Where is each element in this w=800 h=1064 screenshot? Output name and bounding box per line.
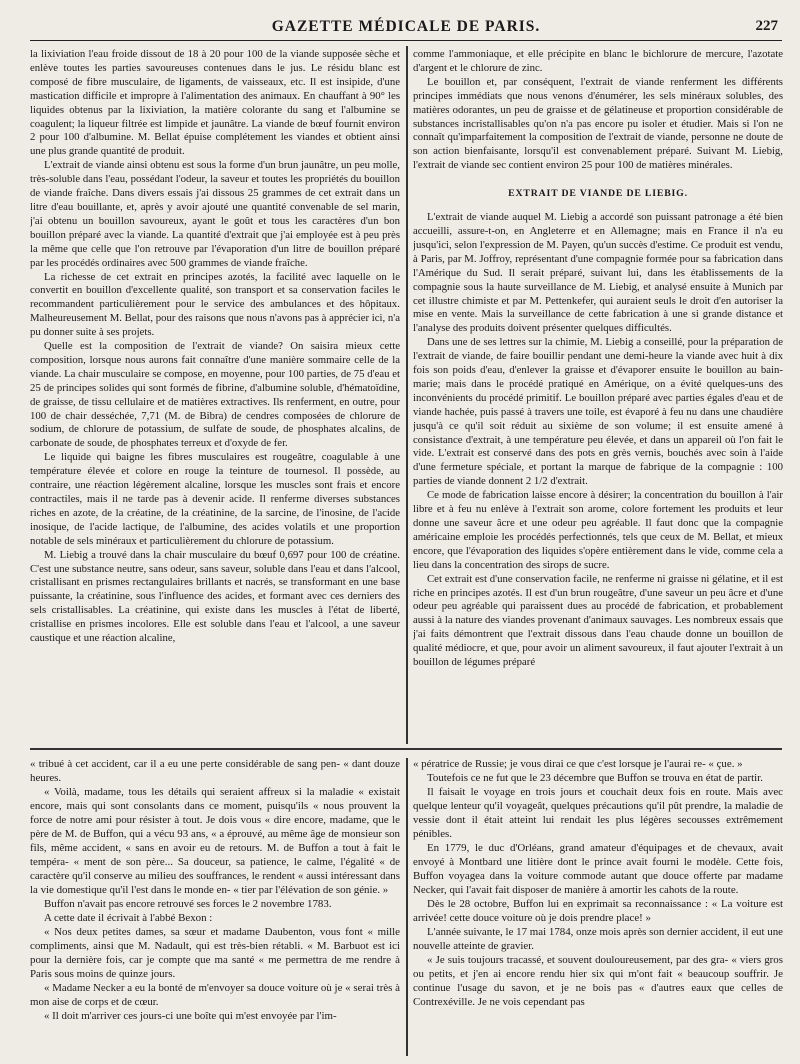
paragraph: Dès le 28 octobre, Buffon lui en exprimait sa reconnaissance : « La voiture est arrivée! cette douce voiture où je dois prendre place! » <box>413 898 783 924</box>
paragraph: L'extrait de viande auquel M. Liebig a accordé son puissant patronage a été bien accueilli, assure-t-on, en Angleterre et en Allemagne; mais en France il n'a eu jusqu'ici, selon l'expression de M. Payen, qu'un succès d'estime. Ce produit est vendu, à Paris, par M. Joffroy, représentant d'une compagnie formée pour sa fabrication dans l'Amérique du Sud. Il serait préparé, suivant lui, dans les établissements de la compagnie sous la haute surveillance de M. Liebig, et analysé ensuite à Munich par cet illustre chimiste et par M. Pettenkefer, qui auraient seuls le droit d'en autoriser la mise en vente. Mais la surveillance de cette fabrication à une si grande distance et l'analyse des produits doivent présenter quelques difficultés. <box>413 211 783 335</box>
paragraph: L'année suivante, le 17 mai 1784, onze mois après son dernier accident, il eut une nouvelle atteinte de gravier. <box>413 926 783 952</box>
section-divider <box>30 748 782 750</box>
paragraph: Le bouillon et, par conséquent, l'extrait de viande renferment les différents principes immédiats que nous venons d'énumérer, les sels minéraux solubles, des matières odorantes, un peu de graisse et de gélatineuse et proportion considérable de substances incristallisables qu'on n'a pas encore pu isoler et étudier. Mais si l'on ne connaît qu'imparfaitement la composition de l'extrait de viande, personne ne doute de son action bienfaisante, lorsqu'il est convenablement préparé. Suivant M. Liebig, l'extrait de viande sec contient environ 25 pour 100 de matières minérales. <box>413 75 783 172</box>
paragraph: Dans une de ses lettres sur la chimie, M. Liebig a conseillé, pour la préparation de l'extrait de viande, de faire bouillir pendant une demi-heure la viande avec huit à dix fois son poids d'eau, d'enlever la graisse et d'évaporer ensuite le bouillon au bain-marie; mais dans le procédé pratiqué en Amérique, on a évité quelques-uns des inconvénients du procédé primitif. Le bouillon préparé avec parties égales d'eau et de viande hachée, puis passé à travers une toile, est évaporé à feu nu dans une chaudière jusqu'à ce qu'il soit réduit au sixième de son volume; il est ensuite amené à consistance d'extrait, à une température peu élevée, et dans un appareil où l'on fait le vide. L'extrait est conservé dans des pots en grès vernis, bouchés avec soin à l'aide d'une fermeture spéciale, et portant la marque de fabrique de la compagnie : 100 parties de viande donnent 2 1/2 d'extrait. <box>413 336 783 488</box>
article-column-left <box>30 48 400 742</box>
paragraph: la lixiviation l'eau froide dissout de 18 à 20 pour 100 de la viande supposée sèche et enlève toutes les parties savoureuses contenues dans le jus. Le résidu blanc est composé de fibre musculaire, de ligaments, de vaisseaux, etc. Il est insipide, d'une mastication difficile et impropre à l'alimentation des animaux. En chauffant à 90° les liquides obtenus par la lixiviation, la matière colorante du sang et l'albumine se coagulent; la liqueur filtrée est limpide et jaunâtre. La viande de bœuf fournit environ 2 pour 100 d'albumine. M. Bellat épuise complétement les viandes et obtient ainsi une plus grande quantité de produit. <box>30 48 400 158</box>
paragraph: A cette date il écrivait à l'abbé Bexon : <box>44 912 213 924</box>
paragraph: La richesse de cet extrait en principes azotés, la facilité avec laquelle on le convertit en bouillon d'excellente qualité, son transport et sa conservation faciles le recommandent particulièrement pour le service des ambulances et des hôpitaux. Malheureusement M. Bellat, pour des raisons que nous n'avons pas à apprécier ici, n'a pu donner suite à ses projets. <box>30 270 400 339</box>
paragraph: « pératrice de Russie; je vous dirai ce que c'est lorsque je l'aurai re- « çue. » <box>413 758 743 770</box>
paragraph: L'extrait de viande ainsi obtenu est sous la forme d'un brun jaunâtre, un peu molle, très-soluble dans l'eau, possédant l'odeur, la saveur et toutes les propriétés du bouillon de viande fraîche. Dans divers essais j'ai dissous 25 grammes de cet extrait dans un litre d'eau bouillante, et, après y avoir ajouté une quantité convenable de sel marin, j'ai obtenu un bouillon savoureux, ayant le goût et tous les caractères d'un bon bouillon préparé avec la viande. La quantité d'extrait que j'ai employée est à peu près la même que celle que l'on retrouve par l'évaporation d'un litre de bouillon préparé par les procédés ordinaires avec 500 grammes de viande fraîche. <box>30 159 400 269</box>
page-header <box>30 14 782 41</box>
paragraph: Quelle est la composition de l'extrait de viande? On saisira mieux cette composition, lorsque nous aurons fait connaître d'une manière sommaire celle de la viande. La chair musculaire se compose, en moyenne, pour 100 parties, de 75 d'eau et 25 de principes solides qui sont formés de fibrine, d'albumine soluble, d'hématoïdine, de graisse, de tissu cellulaire et de matières extractives. Ils renferment, en outre, pour 100 de chair desséchée, 7,71 (M. de Bibra) de cendres composées de chlorure de sodium, de chlorure de potassium, de sulfate de soude, de phosphates alcalins, de carbonate de soude, de phosphates terreux et d'oxyde de fer. <box>30 340 400 450</box>
column-divider-top <box>406 46 408 744</box>
paragraph: Toutefois ce ne fut que le 23 décembre que Buffon se trouva en état de partir. <box>427 772 763 784</box>
paragraph: Buffon n'avait pas encore retrouvé ses forces le 2 novembre 1783. <box>44 898 332 910</box>
paragraph: Le liquide qui baigne les fibres musculaires est rougeâtre, coagulable à une température élevée et colore en rouge la teinture de tournesol. Il possède, au contraire, une réaction légèrement alcaline, lorsque les muscles sont frais et encore contractiles, mais il ne tarde pas à devenir acide. Il renferme diverses substances riches en azote, de la créatine, de la créatinine, de la sarcine, de l'inosine, de l'acide inosique, de l'acide lactique, de l'albumine, des acides volatils et une proportion notable de sels minéraux et particulièrement du chlorure de potassium. <box>30 451 400 547</box>
paragraph: « Madame Necker a eu la bonté de m'envoyer sa douce voiture où je « serai très à mon aise de corps et de cœur. <box>30 982 400 1008</box>
paragraph: « Voilà, madame, tous les détails qui seraient affreux si la maladie « existait encore, mais qui sont consolants dans ce moment, puisqu'ils « nous prouvent la force de notre ami pour résister à tout. Je dois vous « dire encore, madame, que le père de M. de Buffon, qui a vécu 93 ans, « a éprouvé, au même âge de monsieur son fils, même accident, « sans en avoir eu de retours. M. de Buffon a tout à fait le tempéra- « ment de son père... Sa douceur, sa patience, le calme, l'égalité « de caractère qu'il conserve au milieu des souffrances, le rendent « aussi intéressant dans la vie domestique qu'il l'est dans le monde en- « tier par l'élévation de son génie. » <box>30 786 400 896</box>
paragraph: « Il doit m'arriver ces jours-ci une boîte qui m'est envoyée par l'im- <box>44 1010 337 1022</box>
paragraph: M. Liebig a trouvé dans la chair musculaire du bœuf 0,697 pour 100 de créatine. C'est une substance neutre, sans odeur, sans saveur, soluble dans l'eau et dans l'alcool, cristallisant en prismes rectangulaires brillants et nacrés, se transformant en une base puissante, la créatinine, sous l'influence des acides, et formant avec ces derniers des sels cristallisables. La créatinine, qui existe dans les muscles à l'état de liberté, cristallise en prismes incolores. Elle est soluble dans l'eau et l'alcool, a une saveur caustique et une réaction alcaline, <box>30 548 400 645</box>
paragraph: En 1779, le duc d'Orléans, grand amateur d'équipages et de chevaux, avait envoyé à Montbard une litière dont le prince avait fourni le modèle. Cette fois, Buffon voyagea dans la voiture commode autant que douce offerte par madame Necker, qui l'avait fait disposer de manière à amortir les cahots de la route. <box>413 842 783 896</box>
journal-title: GAZETTE MÉDICALE DE PARIS. <box>271 18 541 35</box>
paragraph: comme l'ammoniaque, et elle précipite en blanc le bichlorure de mercure, l'azotate d'argent et le chlorure de zinc. <box>413 48 783 74</box>
page-number: 227 <box>755 18 778 34</box>
column-divider-bottom <box>406 758 408 1056</box>
feuilleton-column-right <box>413 757 783 1057</box>
feuilleton-column-left <box>30 757 400 1057</box>
paragraph: « Je suis toujours tracassé, et souvent douloureusement, par des gra- « viers gros ou petits, et j'en ai encore rendu hier six qui m'ont fait « beaucoup souffrir. Je continue l'usage du savon, et je ne bois pas « d'autres eaux que celles de Contrexéville. Je ne vois cependant pas <box>413 954 783 1008</box>
paragraph: Il faisait le voyage en trois jours et couchait deux fois en route. Mais avec quelque lenteur qu'il voyageât, quelques précautions qu'il pût prendre, la maladie de vessie dont il était atteint lui rendait les plus légères secousses extrêmement pénibles. <box>413 786 783 840</box>
paragraph: « Nos deux petites dames, sa sœur et madame Daubenton, vous font « mille compliments, ainsi que M. Nadault, qui est très-bien rétabli. « M. Barbuot est ici pour la dernière fois, car je compte que ma santé « me permettra de me rendre à Paris sous moins de quinze jours. <box>30 926 400 980</box>
paragraph: Ce mode de fabrication laisse encore à désirer; la concentration du bouillon à l'air libre et à feu nu enlève à l'extrait son arome, colore fortement les produits et leur donne une saveur âcre et une odeur peu agréable. Il faut donc que la compagnie américaine emploie les procédés perfectionnés, tels que ceux de M. Bellat, et mieux encore, que l'évaporation des liquides s'opère entièrement dans le vide, comme cela a lieu dans la concentration des sirops de sucre. <box>413 489 783 571</box>
paragraph: « tribué à cet accident, car il a eu une perte considérable de sang pen- « dant douze heures. <box>30 758 400 784</box>
section-heading: EXTRAIT DE VIANDE DE LIEBIG. <box>508 188 688 200</box>
article-column-right <box>413 48 783 742</box>
paragraph: Cet extrait est d'une conservation facile, ne renferme ni graisse ni gélatine, et il est riche en principes azotés. Il est d'un brun rougeâtre, d'une saveur un peu âcre et d'une odeur peu agréable qui paraissent dues au procédé de fabrication, et probablement aussi à la nature des viandes provenant d'animaux sauvages. Les nombreux essais que j'ai faits démontrent que l'extrait dissous dans l'eau chaude donne un bouillon de qualité médiocre, et que, pour avoir un aliment savoureux, il faut ajouter l'extrait à un bouillon de légumes préparé <box>413 572 783 669</box>
